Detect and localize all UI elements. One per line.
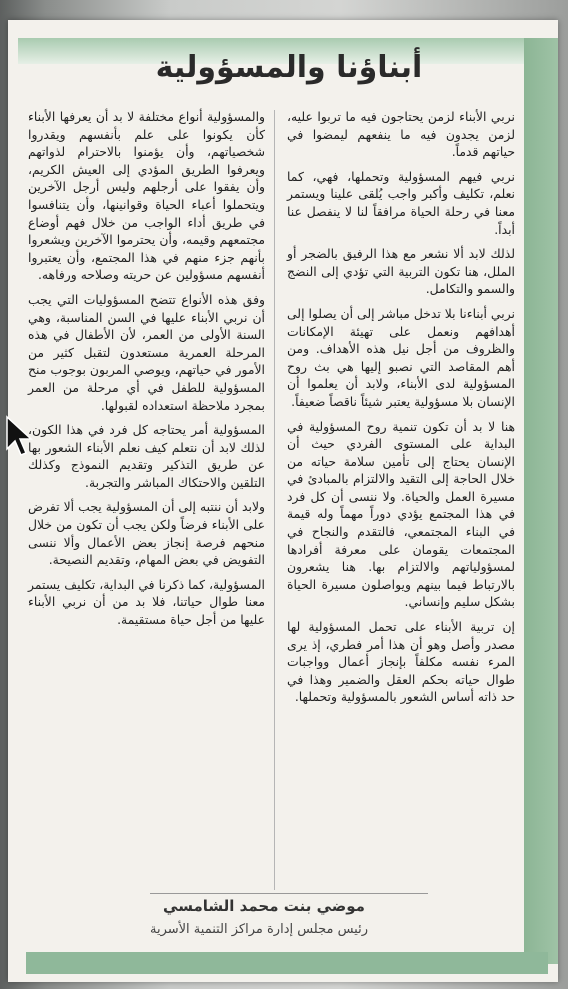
article-title: أبناؤنا والمسؤولية: [155, 50, 423, 85]
author-role: رئيس مجلس إدارة مراكز التنمية الأسرية: [149, 922, 368, 937]
mouse-pointer-icon: [4, 415, 34, 459]
green-side-band: [524, 38, 558, 964]
paragraph: وفق هذه الأنواع تتضح المسؤوليات التي يجب أن نربي الأبناء عليها في السن المناسبة، وهي السنة الأولى من العمر، لأن الأطفال في هذه المرحلة العمرية مستعدون لتقبل كثير من الأمور في حياتهم، ويوصي المربون بوجوب منح المسؤولية للطفل في أي مرحلة من العمر بمجرد ملاحظة استعداده لقبولها.: [28, 291, 265, 413]
author-separator: [150, 893, 428, 894]
paragraph: إن تربية الأبناء على تحمل المسؤولية لها مصدر وأصل وهو أن هذا أمر فطري، إذ يرى المرء نفسه مكلفاً بإنجاز أعمال وواجبات طوال حياته بحكم العقل والضمير وهذا في حد ذاته أساس الشعور بالمسؤولية وتحملها.: [287, 619, 515, 705]
paragraph: والمسؤولية أنواع مختلفة لا بد أن يعرفها الأبناء كأن يكونوا على علم بأنفسهم ويقدروا شخصياتهم، وأن يؤمنوا بالاحترام لذواتهم ويعرفوا الطريق المؤدي إلى العيش الكريم، وأن يفقوا على أرجلهم وليس أرجل الآخرين ويتحملوا أعباء الحياة وقوانينها، وأن يتنافسوا في طريق أداء الواجب من خلال فهم أوضاع مجتمعهم وقيمه، وأن يحترموا الآخرين ويشعروا بأنهم جزء منهم في هذا المجتمع، وأن يعتبروا أنفسهم مسؤولين عن حريته وصلاحه ورفاهه.: [28, 109, 265, 283]
paragraph: المسؤولية، كما ذكرنا في البداية، تكليف يستمر معنا طوال حياتنا، فلا بد من أن نربي الأبناء عليها من أجل حياة مستقيمة.: [28, 576, 265, 628]
article-column-right: [287, 108, 515, 713]
paragraph: المسؤولية أمر يحتاجه كل فرد في هذا الكون، لذلك لابد أن نتعلم كيف نعلم الأبناء الشعور بها عن طريق التذكير وتقديم النموذج وكذلك التلقين والاحتكاك المباشر والتجربة.: [28, 422, 265, 490]
paragraph: نربي فيهم المسؤولية وتحملها، فهي، كما نعلم، تكليف وأكبر واجب يُلقى علينا ويستمر معنا في رحلة الحياة مرافقاً لنا لا ينفصل عنا أبداً.: [287, 168, 515, 237]
article-column-left: [28, 108, 265, 636]
paragraph: نربي الأبناء لزمن يحتاجون فيه ما تربوا عليه، لزمن يجدون فيه ما ينفعهم ليمضوا في حياتهم قدماً.: [287, 109, 515, 160]
paragraph: نربي أبناءنا بلا تدخل مباشر إلى أن يصلوا إلى أهدافهم ونعمل على تهيئة الإمكانات والظروف من أجل نيل هذه الأهداف. ومن أهم المقاصد التي نصبو إليها هي بث روح المسؤولية لدى الأبناء، ولابد أن يعلموا أن الإنسان بلا مسؤولية يعتبر شيئاً ناقصاً ضعيفاً.: [286, 305, 515, 409]
paragraph: هنا لا بد أن تكون تنمية روح المسؤولية في البداية على المستوى الفردي حيث أن الإنسان يحتاج إلى تأمين سلامة حياته من خلال الحاجة إلى التقيد والالتزام بالمبادئ في مسيرة العمل والحياة. ولا ننسى أن كل فرد في هذا المجتمع يؤدي دوراً مهماً وله قيمة في البناء المجتمعي، فالتقدم والنجاح في المجتمعات يقومان على معرفة أفرادها لمسؤولياتهم والالتزام بها. هنا يشعرون بالارتباط فيما بينهم ويواصلون مسيرة الحياة بشكل سليم وإنساني.: [287, 418, 515, 610]
paragraph: لذلك لابد ألا نشعر مع هذا الرفيق بالضجر أو الملل، هنا تكون التربية التي تؤدي إلى النضج والسمو والتكامل.: [287, 246, 515, 297]
green-bottom-band: [26, 952, 548, 974]
paragraph: ولابد أن ننتبه إلى أن المسؤولية يجب ألا تفرض على الأبناء فرضاً ولكن يجب أن تكون من خلال منحهم فرصة إنجاز بعض الأعمال وألا ننسى التفويض في بعض المهام، وتقديم النصيحة.: [28, 499, 265, 568]
author-name: موضي بنت محمد الشامسي: [163, 897, 365, 915]
column-divider: [274, 110, 275, 890]
